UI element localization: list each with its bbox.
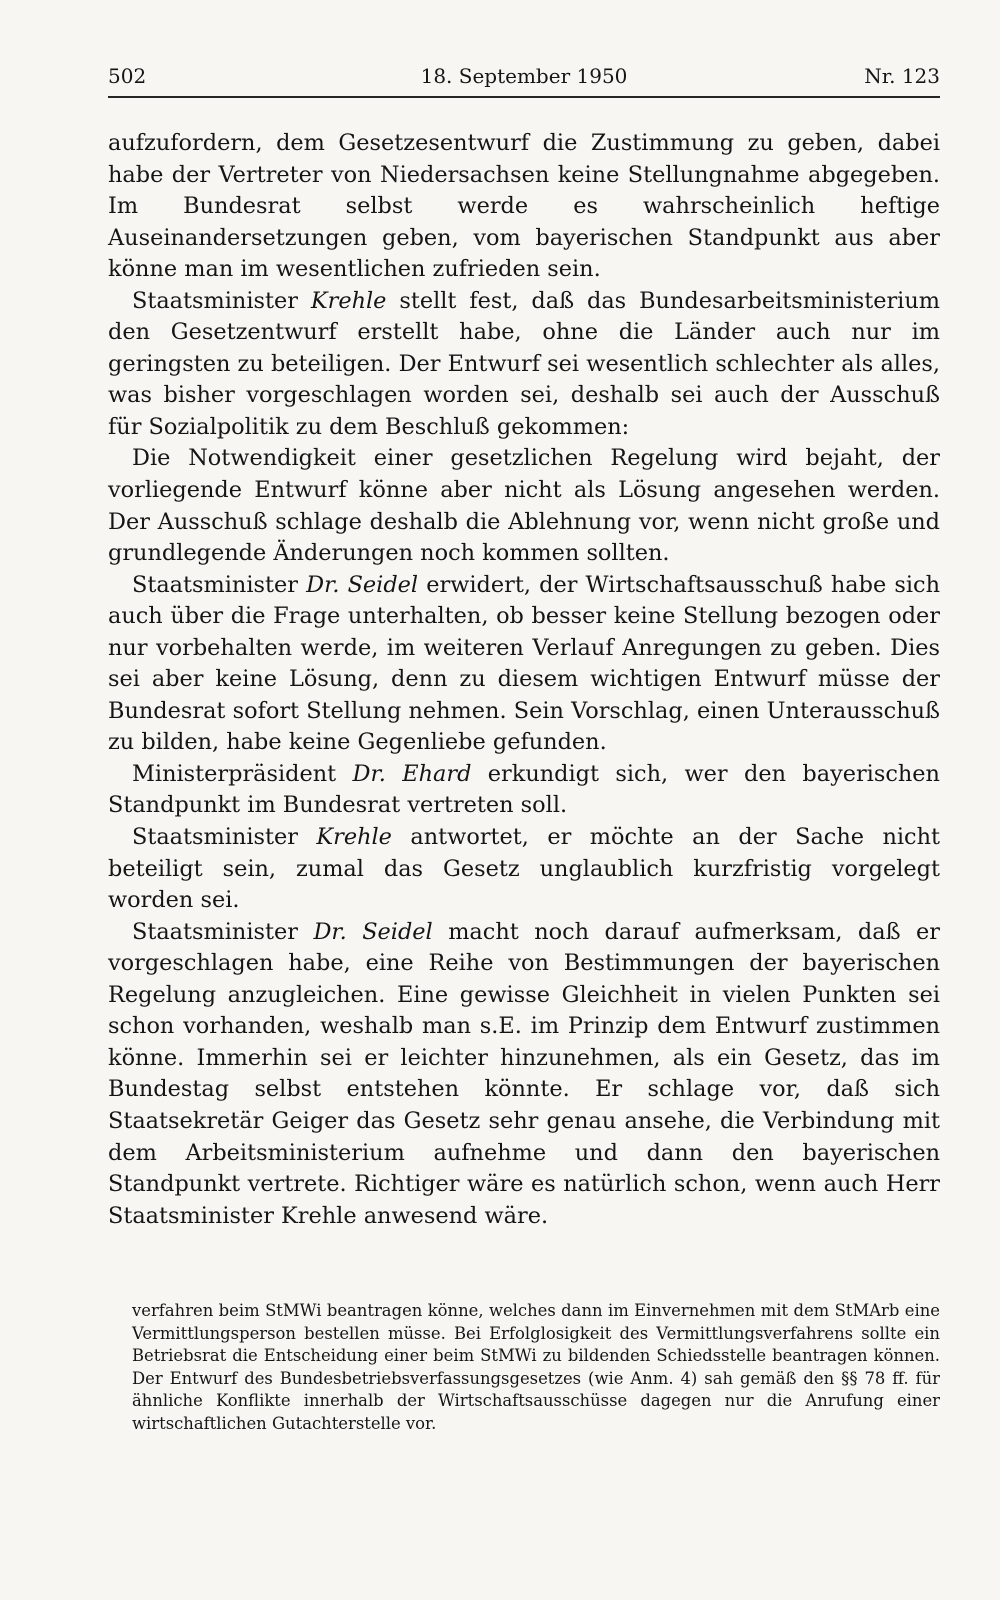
page-number: 502 <box>108 64 147 88</box>
speaker-title: Ministerpräsident <box>132 760 337 787</box>
speaker-name: Krehle <box>316 824 392 851</box>
speaker-name: Dr. Seidel <box>313 918 433 945</box>
paragraph-text: macht noch darauf aufmerksam, daß er vorgeschlagen habe, eine Reihe von Bestimmungen der bayerischen Regelung anzugleichen. Eine gewisse Gleichheit in vielen Punkten sei schon vorhanden, weshalb man s.E. im Prinzip dem Entwurf zustimmen könne. Immerhin sei er leichter hinzunehmen, als ein Gesetz, das im Bundestag selbst entstehen könnte. Er schlage vor, daß sich Staatsekretär Geiger das Gesetz sehr genau ansehe, die Verbindung mit dem Arbeitsministerium aufnehme und dann den bayerischen Standpunkt vertrete. Richtiger wäre es natürlich schon, wenn auch Herr Staatsminister Krehle anwesend wäre. <box>108 918 940 1229</box>
paragraph-text: stellt fest, daß das Bundesarbeitsministerium den Gesetzentwurf erstellt habe, ohne die Länder auch nur im geringsten zu beteiligen. Der Entwurf sei wesentlich schlechter als alles, was bisher vorgeschlagen worden sei, deshalb sei auch der Ausschuß für Sozialpolitik zu dem Beschluß gekommen: <box>108 287 940 440</box>
paragraph-4 <box>108 570 940 759</box>
speaker-title: Staatsminister <box>132 918 298 945</box>
running-header <box>108 64 940 100</box>
main-text <box>108 128 940 1232</box>
speaker-name: Dr. Ehard <box>352 760 472 787</box>
speaker-title: Staatsminister <box>132 824 298 851</box>
paragraph-5 <box>108 759 940 822</box>
paragraph-3: Die Notwendigkeit einer gesetzlichen Regelung wird bejaht, der vorliegende Entwurf könne aber nicht als Lösung angesehen werden. Der Ausschuß schlage deshalb die Ablehnung vor, wenn nicht große und grundlegende Änderungen noch kommen sollten. <box>108 445 940 567</box>
header-date: 18. September 1950 <box>420 64 628 88</box>
speaker-name: Krehle <box>310 287 387 314</box>
paragraph-6 <box>108 822 940 917</box>
paragraph-2 <box>108 286 940 444</box>
paragraph-text: antwortet, er möchte an der Sache nicht beteiligt sein, zumal das Gesetz unglaublich kurzfristig vorgelegt worden sei. <box>108 824 941 914</box>
speaker-name: Dr. Seidel <box>306 571 419 598</box>
paragraph-7 <box>108 917 940 1232</box>
issue-number: Nr. 123 <box>864 64 940 88</box>
paragraph-text: erkundigt sich, wer den bayerischen Standpunkt im Bundesrat vertreten soll. <box>108 760 940 819</box>
paragraph-1: aufzufordern, dem Gesetzesentwurf die Zustimmung zu geben, dabei habe der Vertreter von Niedersachsen keine Stellungnahme abgegeben. Im Bundesrat selbst werde es wahrscheinlich heftige Auseinandersetzungen geben, vom bayerischen Standpunkt aus aber könne man im wesentlichen zufrieden sein. <box>108 130 940 283</box>
paragraph-text: erwidert, der Wirtschaftsausschuß habe sich auch über die Frage unterhalten, ob besser keine Stellung bezogen oder nur vorbehalten werde, im weiteren Verlauf Anregungen zu geben. Dies sei aber keine Lösung, denn zu diesem wichtigen Entwurf müsse der Bundesrat sofort Stellung nehmen. Sein Vorschlag, einen Unterausschuß zu bilden, habe keine Gegenliebe gefunden. <box>108 571 940 756</box>
footnote <box>132 1300 940 1435</box>
speaker-title: Staatsminister <box>132 287 298 314</box>
speaker-title: Staatsminister <box>132 571 298 598</box>
header-rule <box>108 96 940 98</box>
footnote-text: verfahren beim StMWi beantragen könne, welches dann im Einvernehmen mit dem StMArb eine Vermittlungsperson bestellen müsse. Bei Erfolglosigkeit des Vermittlungsverfahrens sollte ein Betriebsrat die Entscheidung einer beim StMWi zu bildenden Schiedsstelle beantragen können. Der Entwurf des Bundesbetriebsverfassungsgesetzes (wie Anm. 4) sah gemäß den §§ 78 ff. für ähnliche Konflikte innerhalb der Wirtschaftsausschüsse dagegen nur die Anrufung einer wirtschaftlichen Gutachterstelle vor. <box>132 1301 940 1433</box>
